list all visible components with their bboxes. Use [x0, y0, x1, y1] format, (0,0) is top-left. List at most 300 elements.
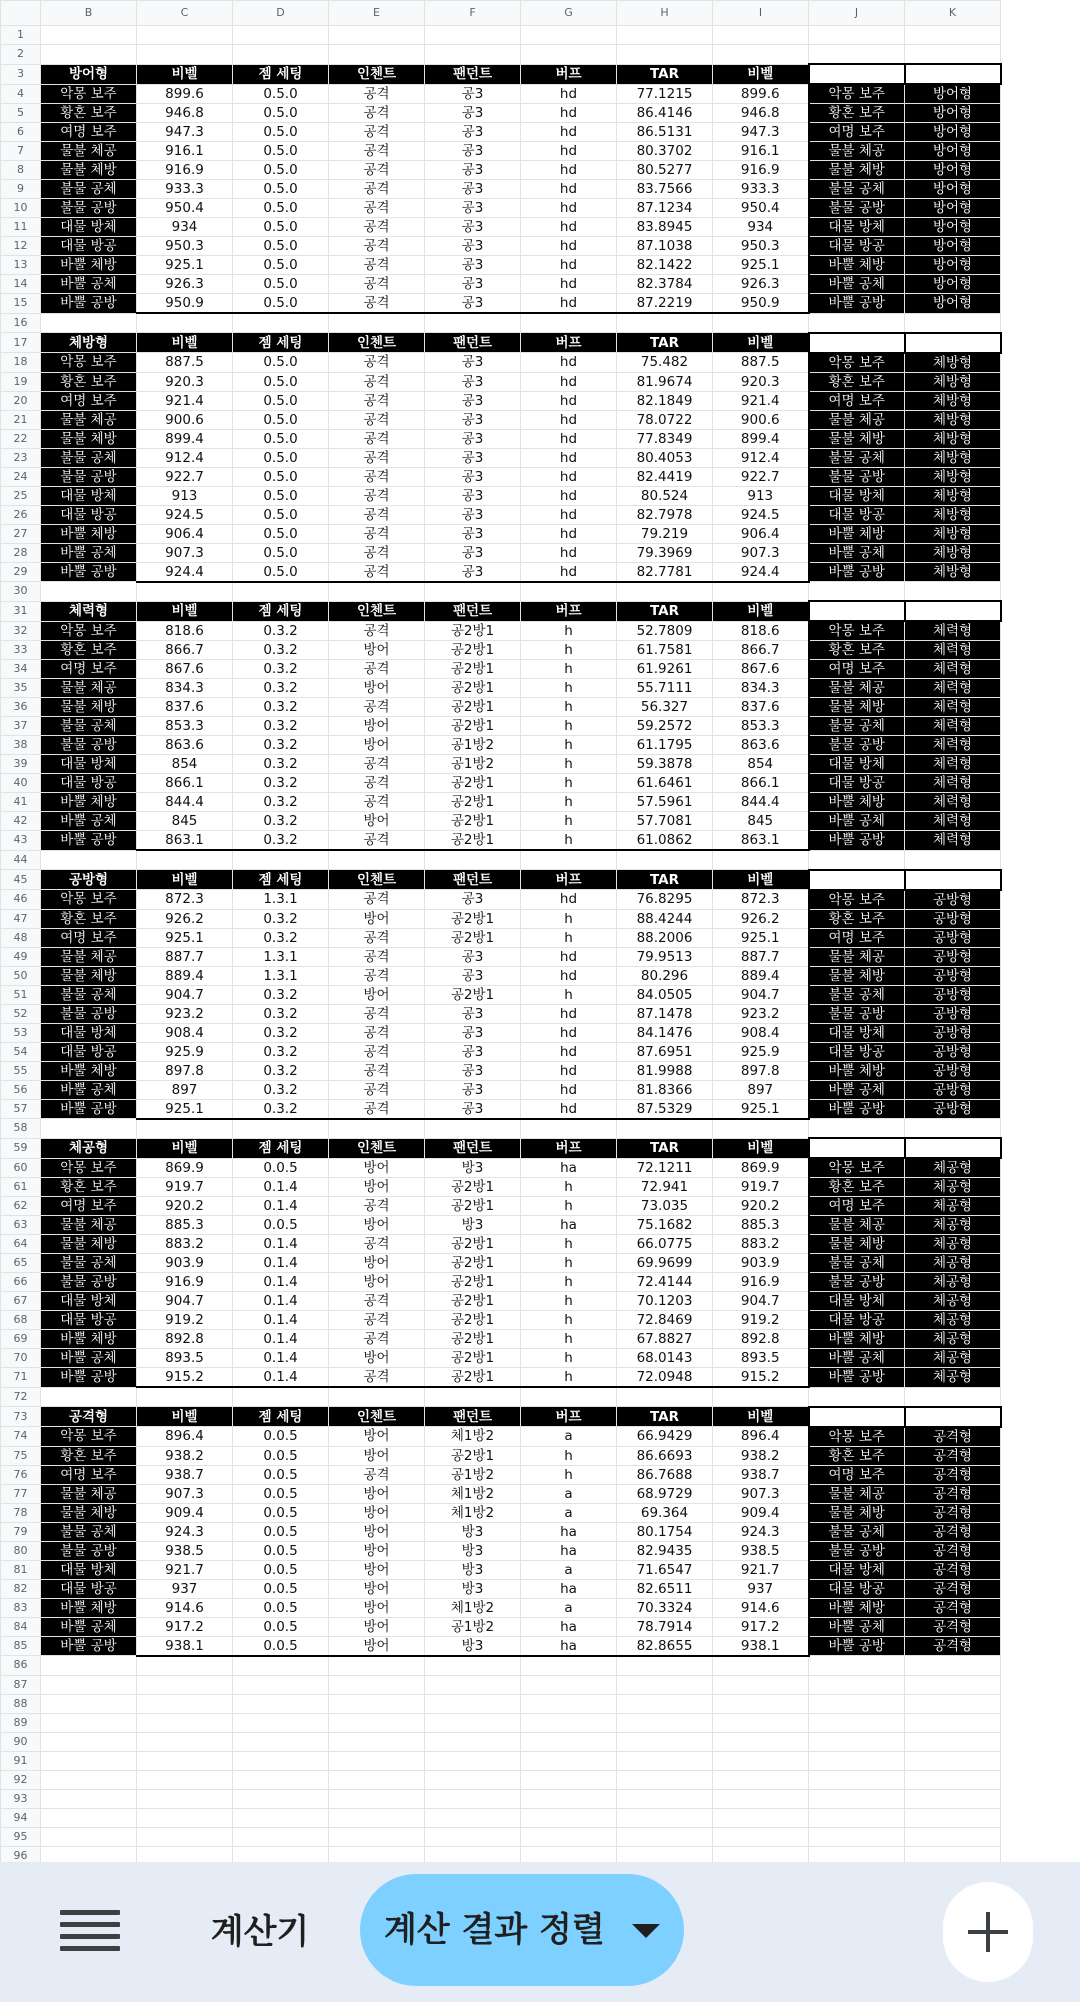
- block-type-header[interactable]: 체방형: [41, 333, 137, 353]
- sorted-type-cell[interactable]: 체력형: [905, 660, 1001, 679]
- value-cell[interactable]: 889.4: [137, 966, 233, 985]
- value-cell[interactable]: 체1방2: [425, 1503, 521, 1522]
- empty-cell[interactable]: [905, 26, 1001, 45]
- value-cell[interactable]: 0.0.5: [233, 1541, 329, 1560]
- value-cell[interactable]: 공3: [425, 1080, 521, 1099]
- value-cell[interactable]: h: [521, 1465, 617, 1484]
- sorted-name-cell[interactable]: 바뿔 체방: [809, 1330, 905, 1349]
- sorted-name-cell[interactable]: 물불 체공: [809, 142, 905, 161]
- value-cell[interactable]: 0.0.5: [233, 1427, 329, 1447]
- empty-cell[interactable]: [137, 1789, 233, 1808]
- value-cell[interactable]: 0.5.0: [233, 142, 329, 161]
- value-cell[interactable]: 926.2: [713, 909, 809, 928]
- value-cell[interactable]: 866.1: [713, 774, 809, 793]
- value-cell[interactable]: 863.6: [713, 736, 809, 755]
- value-cell[interactable]: a: [521, 1427, 617, 1447]
- sorted-name-cell[interactable]: 악몽 보주: [809, 1158, 905, 1178]
- value-cell[interactable]: hd: [521, 1004, 617, 1023]
- value-cell[interactable]: 924.5: [713, 505, 809, 524]
- build-name-cell[interactable]: 물불 체방: [41, 1503, 137, 1522]
- value-cell[interactable]: 904.7: [137, 1292, 233, 1311]
- value-cell[interactable]: 0.3.2: [233, 909, 329, 928]
- value-cell[interactable]: 950.9: [137, 294, 233, 314]
- empty-cell[interactable]: [521, 1789, 617, 1808]
- value-cell[interactable]: h: [521, 1197, 617, 1216]
- value-cell[interactable]: a: [521, 1484, 617, 1503]
- value-cell[interactable]: 0.1.4: [233, 1311, 329, 1330]
- empty-cell[interactable]: [233, 26, 329, 45]
- row-header[interactable]: 35: [1, 679, 41, 698]
- value-cell[interactable]: 0.3.2: [233, 641, 329, 660]
- sorted-name-cell[interactable]: 악몽 보주: [809, 621, 905, 641]
- row-header[interactable]: 61: [1, 1178, 41, 1197]
- empty-cell[interactable]: [521, 1751, 617, 1770]
- value-cell[interactable]: 공3: [425, 467, 521, 486]
- value-cell[interactable]: h: [521, 660, 617, 679]
- sorted-name-cell[interactable]: 대물 방공: [809, 505, 905, 524]
- value-cell[interactable]: 0.3.2: [233, 660, 329, 679]
- value-cell[interactable]: h: [521, 831, 617, 851]
- row-header[interactable]: 24: [1, 467, 41, 486]
- sorted-type-cell[interactable]: 체공형: [905, 1178, 1001, 1197]
- value-cell[interactable]: 88.4244: [617, 909, 713, 928]
- row-header[interactable]: 19: [1, 372, 41, 391]
- value-cell[interactable]: 903.9: [137, 1254, 233, 1273]
- column-label-cell[interactable]: 젬 세팅: [233, 601, 329, 621]
- value-cell[interactable]: 906.4: [713, 524, 809, 543]
- value-cell[interactable]: 83.8945: [617, 218, 713, 237]
- row-header[interactable]: 33: [1, 641, 41, 660]
- value-cell[interactable]: ha: [521, 1579, 617, 1598]
- column-label-cell[interactable]: 버프: [521, 1138, 617, 1158]
- value-cell[interactable]: 방어: [329, 1427, 425, 1447]
- row-header[interactable]: 70: [1, 1349, 41, 1368]
- row-header[interactable]: 12: [1, 237, 41, 256]
- row-header[interactable]: 78: [1, 1503, 41, 1522]
- value-cell[interactable]: 946.8: [137, 104, 233, 123]
- row-header[interactable]: 25: [1, 486, 41, 505]
- row-header[interactable]: 28: [1, 543, 41, 562]
- empty-cell[interactable]: [233, 850, 329, 870]
- value-cell[interactable]: 818.6: [713, 621, 809, 641]
- value-cell[interactable]: 57.5961: [617, 793, 713, 812]
- value-cell[interactable]: 907.3: [713, 543, 809, 562]
- column-label-cell[interactable]: 비벨: [713, 1138, 809, 1158]
- value-cell[interactable]: h: [521, 717, 617, 736]
- value-cell[interactable]: 방어: [329, 909, 425, 928]
- sorted-name-cell[interactable]: 불물 공방: [809, 736, 905, 755]
- empty-cell[interactable]: [233, 1732, 329, 1751]
- empty-cell[interactable]: [905, 1656, 1001, 1676]
- value-cell[interactable]: 공3: [425, 372, 521, 391]
- value-cell[interactable]: 899.6: [137, 84, 233, 104]
- value-cell[interactable]: 공3: [425, 1099, 521, 1119]
- value-cell[interactable]: 방3: [425, 1579, 521, 1598]
- build-name-cell[interactable]: 대물 방공: [41, 1579, 137, 1598]
- value-cell[interactable]: 0.3.2: [233, 1023, 329, 1042]
- value-cell[interactable]: 방어: [329, 1579, 425, 1598]
- value-cell[interactable]: 920.3: [713, 372, 809, 391]
- value-cell[interactable]: hd: [521, 890, 617, 910]
- sorted-name-cell[interactable]: 바뿔 체방: [809, 1061, 905, 1080]
- row-header[interactable]: 29: [1, 562, 41, 582]
- value-cell[interactable]: 공2방1: [425, 985, 521, 1004]
- value-cell[interactable]: 87.1478: [617, 1004, 713, 1023]
- sorted-type-cell[interactable]: 체공형: [905, 1216, 1001, 1235]
- value-cell[interactable]: 공격: [329, 774, 425, 793]
- value-cell[interactable]: 0.5.0: [233, 294, 329, 314]
- empty-cell[interactable]: [233, 1827, 329, 1846]
- empty-cell[interactable]: [521, 1119, 617, 1139]
- empty-cell[interactable]: [809, 582, 905, 602]
- value-cell[interactable]: 0.3.2: [233, 1061, 329, 1080]
- sorted-type-cell[interactable]: 체공형: [905, 1273, 1001, 1292]
- value-cell[interactable]: h: [521, 909, 617, 928]
- sorted-type-cell[interactable]: 방어형: [905, 256, 1001, 275]
- value-cell[interactable]: 0.5.0: [233, 467, 329, 486]
- value-cell[interactable]: 919.7: [713, 1178, 809, 1197]
- build-name-cell[interactable]: 물불 체방: [41, 698, 137, 717]
- empty-cell[interactable]: [329, 1694, 425, 1713]
- sorted-type-cell[interactable]: 방어형: [905, 237, 1001, 256]
- build-name-cell[interactable]: 여명 보주: [41, 391, 137, 410]
- value-cell[interactable]: 925.1: [137, 1099, 233, 1119]
- sorted-type-cell[interactable]: 공격형: [905, 1560, 1001, 1579]
- build-name-cell[interactable]: 대물 방공: [41, 505, 137, 524]
- value-cell[interactable]: 77.1215: [617, 84, 713, 104]
- value-cell[interactable]: 방어: [329, 1617, 425, 1636]
- value-cell[interactable]: 83.7566: [617, 180, 713, 199]
- empty-cell[interactable]: [41, 313, 137, 333]
- empty-cell[interactable]: [713, 1713, 809, 1732]
- value-cell[interactable]: hd: [521, 104, 617, 123]
- value-cell[interactable]: 공2방1: [425, 928, 521, 947]
- value-cell[interactable]: 공격: [329, 410, 425, 429]
- value-cell[interactable]: 921.7: [713, 1560, 809, 1579]
- value-cell[interactable]: 공격: [329, 84, 425, 104]
- sorted-name-cell[interactable]: 여명 보주: [809, 123, 905, 142]
- sorted-name-cell[interactable]: 물불 체방: [809, 698, 905, 717]
- value-cell[interactable]: 937: [137, 1579, 233, 1598]
- column-label-cell[interactable]: 젬 세팅: [233, 1138, 329, 1158]
- value-cell[interactable]: 925.9: [137, 1042, 233, 1061]
- value-cell[interactable]: 926.3: [713, 275, 809, 294]
- value-cell[interactable]: 889.4: [713, 966, 809, 985]
- value-cell[interactable]: 818.6: [137, 621, 233, 641]
- value-cell[interactable]: 923.2: [137, 1004, 233, 1023]
- value-cell[interactable]: 80.5277: [617, 161, 713, 180]
- value-cell[interactable]: 공3: [425, 562, 521, 582]
- value-cell[interactable]: 0.5.0: [233, 199, 329, 218]
- empty-cell[interactable]: [41, 1713, 137, 1732]
- value-cell[interactable]: 방어: [329, 1158, 425, 1178]
- value-cell[interactable]: 947.3: [137, 123, 233, 142]
- value-cell[interactable]: 체1방2: [425, 1427, 521, 1447]
- build-name-cell[interactable]: 물불 체방: [41, 429, 137, 448]
- value-cell[interactable]: 0.1.4: [233, 1273, 329, 1292]
- value-cell[interactable]: 0.0.5: [233, 1617, 329, 1636]
- column-header[interactable]: K: [905, 1, 1001, 26]
- row-header[interactable]: 92: [1, 1770, 41, 1789]
- empty-cell[interactable]: [809, 1846, 905, 1862]
- empty-cell[interactable]: [137, 1675, 233, 1694]
- sorted-type-cell[interactable]: 체방형: [905, 391, 1001, 410]
- build-name-cell[interactable]: 악몽 보주: [41, 890, 137, 910]
- column-label-cell[interactable]: 비벨: [713, 333, 809, 353]
- column-label-cell[interactable]: 팬던트: [425, 601, 521, 621]
- value-cell[interactable]: 75.1682: [617, 1216, 713, 1235]
- column-label-cell[interactable]: TAR: [617, 870, 713, 890]
- sorted-name-cell[interactable]: 대물 방체: [809, 755, 905, 774]
- sorted-type-cell[interactable]: 공방형: [905, 1099, 1001, 1119]
- row-header[interactable]: 39: [1, 755, 41, 774]
- value-cell[interactable]: 938.1: [137, 1636, 233, 1656]
- value-cell[interactable]: 공격: [329, 928, 425, 947]
- empty-cell[interactable]: [41, 45, 137, 65]
- value-cell[interactable]: 공2방1: [425, 793, 521, 812]
- empty-cell[interactable]: [137, 26, 233, 45]
- value-cell[interactable]: 912.4: [137, 448, 233, 467]
- column-label-cell[interactable]: TAR: [617, 1138, 713, 1158]
- empty-cell[interactable]: [521, 313, 617, 333]
- value-cell[interactable]: 863.6: [137, 736, 233, 755]
- column-label-cell[interactable]: 젬 세팅: [233, 1407, 329, 1427]
- row-header[interactable]: 9: [1, 180, 41, 199]
- blank-header-cell[interactable]: [809, 333, 905, 353]
- empty-cell[interactable]: [809, 1770, 905, 1789]
- empty-cell[interactable]: [233, 1675, 329, 1694]
- value-cell[interactable]: 893.5: [137, 1349, 233, 1368]
- value-cell[interactable]: 924.3: [137, 1522, 233, 1541]
- value-cell[interactable]: 897: [137, 1080, 233, 1099]
- value-cell[interactable]: 925.1: [713, 256, 809, 275]
- value-cell[interactable]: h: [521, 1349, 617, 1368]
- empty-cell[interactable]: [713, 1770, 809, 1789]
- build-name-cell[interactable]: 바뿔 공방: [41, 562, 137, 582]
- empty-cell[interactable]: [713, 26, 809, 45]
- sorted-name-cell[interactable]: 불물 공체: [809, 180, 905, 199]
- empty-cell[interactable]: [137, 1656, 233, 1676]
- sorted-name-cell[interactable]: 황혼 보주: [809, 641, 905, 660]
- empty-cell[interactable]: [521, 1770, 617, 1789]
- value-cell[interactable]: 899.4: [713, 429, 809, 448]
- empty-cell[interactable]: [137, 1694, 233, 1713]
- empty-cell[interactable]: [713, 1694, 809, 1713]
- value-cell[interactable]: 0.1.4: [233, 1368, 329, 1388]
- sorted-name-cell[interactable]: 불물 공방: [809, 467, 905, 486]
- build-name-cell[interactable]: 황혼 보주: [41, 372, 137, 391]
- row-header[interactable]: 31: [1, 601, 41, 621]
- value-cell[interactable]: 907.3: [713, 1484, 809, 1503]
- value-cell[interactable]: 0.5.0: [233, 84, 329, 104]
- value-cell[interactable]: h: [521, 985, 617, 1004]
- sorted-name-cell[interactable]: 여명 보주: [809, 928, 905, 947]
- value-cell[interactable]: 900.6: [137, 410, 233, 429]
- build-name-cell[interactable]: 대물 방체: [41, 1292, 137, 1311]
- value-cell[interactable]: 방어: [329, 1503, 425, 1522]
- column-header[interactable]: B: [41, 1, 137, 26]
- value-cell[interactable]: 방3: [425, 1522, 521, 1541]
- empty-cell[interactable]: [617, 1789, 713, 1808]
- empty-cell[interactable]: [137, 582, 233, 602]
- value-cell[interactable]: 82.4419: [617, 467, 713, 486]
- sorted-name-cell[interactable]: 불물 공체: [809, 717, 905, 736]
- empty-cell[interactable]: [713, 1789, 809, 1808]
- value-cell[interactable]: 80.4053: [617, 448, 713, 467]
- empty-cell[interactable]: [329, 313, 425, 333]
- sorted-type-cell[interactable]: 체방형: [905, 429, 1001, 448]
- build-name-cell[interactable]: 여명 보주: [41, 123, 137, 142]
- column-label-cell[interactable]: 인첸트: [329, 333, 425, 353]
- value-cell[interactable]: 887.7: [713, 947, 809, 966]
- block-type-header[interactable]: 체공형: [41, 1138, 137, 1158]
- sorted-name-cell[interactable]: 불물 공체: [809, 1522, 905, 1541]
- value-cell[interactable]: h: [521, 1330, 617, 1349]
- empty-cell[interactable]: [521, 1846, 617, 1862]
- row-header[interactable]: 52: [1, 1004, 41, 1023]
- empty-cell[interactable]: [425, 1770, 521, 1789]
- row-header[interactable]: 40: [1, 774, 41, 793]
- value-cell[interactable]: 공격: [329, 947, 425, 966]
- empty-cell[interactable]: [809, 45, 905, 65]
- value-cell[interactable]: 867.6: [137, 660, 233, 679]
- blank-header-cell[interactable]: [905, 64, 1001, 84]
- build-name-cell[interactable]: 바뿔 공방: [41, 294, 137, 314]
- column-label-cell[interactable]: 버프: [521, 870, 617, 890]
- build-name-cell[interactable]: 바뿔 공방: [41, 831, 137, 851]
- value-cell[interactable]: 공격: [329, 429, 425, 448]
- empty-cell[interactable]: [617, 1387, 713, 1407]
- value-cell[interactable]: 900.6: [713, 410, 809, 429]
- value-cell[interactable]: 공격: [329, 353, 425, 373]
- row-header[interactable]: 45: [1, 870, 41, 890]
- value-cell[interactable]: hd: [521, 353, 617, 373]
- value-cell[interactable]: 0.3.2: [233, 679, 329, 698]
- empty-cell[interactable]: [233, 45, 329, 65]
- empty-cell[interactable]: [233, 313, 329, 333]
- sorted-type-cell[interactable]: 공방형: [905, 1042, 1001, 1061]
- empty-cell[interactable]: [425, 1827, 521, 1846]
- value-cell[interactable]: 853.3: [713, 717, 809, 736]
- sorted-name-cell[interactable]: 황혼 보주: [809, 1446, 905, 1465]
- value-cell[interactable]: 938.2: [137, 1446, 233, 1465]
- row-header[interactable]: 6: [1, 123, 41, 142]
- value-cell[interactable]: h: [521, 1311, 617, 1330]
- row-header[interactable]: 22: [1, 429, 41, 448]
- value-cell[interactable]: hd: [521, 256, 617, 275]
- empty-cell[interactable]: [617, 313, 713, 333]
- row-header[interactable]: 87: [1, 1675, 41, 1694]
- row-header[interactable]: 38: [1, 736, 41, 755]
- blank-header-cell[interactable]: [905, 1407, 1001, 1427]
- empty-cell[interactable]: [137, 313, 233, 333]
- value-cell[interactable]: 61.6461: [617, 774, 713, 793]
- value-cell[interactable]: 공2방1: [425, 774, 521, 793]
- value-cell[interactable]: 공격: [329, 793, 425, 812]
- value-cell[interactable]: 0.0.5: [233, 1484, 329, 1503]
- build-name-cell[interactable]: 바뿔 체방: [41, 256, 137, 275]
- sorted-type-cell[interactable]: 체방형: [905, 372, 1001, 391]
- sorted-name-cell[interactable]: 불물 공체: [809, 985, 905, 1004]
- value-cell[interactable]: 934: [137, 218, 233, 237]
- sorted-name-cell[interactable]: 대물 방공: [809, 1311, 905, 1330]
- empty-cell[interactable]: [905, 1770, 1001, 1789]
- column-label-cell[interactable]: 인첸트: [329, 1138, 425, 1158]
- build-name-cell[interactable]: 바뿔 공체: [41, 1617, 137, 1636]
- value-cell[interactable]: 70.1203: [617, 1292, 713, 1311]
- value-cell[interactable]: 공3: [425, 275, 521, 294]
- value-cell[interactable]: 공격: [329, 180, 425, 199]
- blank-header-cell[interactable]: [905, 870, 1001, 890]
- value-cell[interactable]: h: [521, 928, 617, 947]
- row-header[interactable]: 62: [1, 1197, 41, 1216]
- empty-cell[interactable]: [233, 1751, 329, 1770]
- value-cell[interactable]: 방어: [329, 717, 425, 736]
- value-cell[interactable]: 908.4: [713, 1023, 809, 1042]
- value-cell[interactable]: 공2방1: [425, 641, 521, 660]
- value-cell[interactable]: 공격: [329, 104, 425, 123]
- sorted-name-cell[interactable]: 대물 방체: [809, 1023, 905, 1042]
- build-name-cell[interactable]: 물불 체방: [41, 161, 137, 180]
- empty-cell[interactable]: [713, 850, 809, 870]
- row-header[interactable]: 34: [1, 660, 41, 679]
- empty-cell[interactable]: [329, 1675, 425, 1694]
- empty-cell[interactable]: [329, 1119, 425, 1139]
- value-cell[interactable]: 방어: [329, 1560, 425, 1579]
- empty-cell[interactable]: [905, 1694, 1001, 1713]
- value-cell[interactable]: hd: [521, 1023, 617, 1042]
- empty-cell[interactable]: [617, 1846, 713, 1862]
- value-cell[interactable]: hd: [521, 294, 617, 314]
- value-cell[interactable]: 공1방2: [425, 1465, 521, 1484]
- sorted-name-cell[interactable]: 바뿔 공체: [809, 812, 905, 831]
- sorted-type-cell[interactable]: 공방형: [905, 966, 1001, 985]
- empty-cell[interactable]: [233, 1119, 329, 1139]
- value-cell[interactable]: 0.3.2: [233, 1080, 329, 1099]
- value-cell[interactable]: 공격: [329, 372, 425, 391]
- sorted-name-cell[interactable]: 물불 체공: [809, 1216, 905, 1235]
- sorted-name-cell[interactable]: 물불 체방: [809, 1235, 905, 1254]
- value-cell[interactable]: hd: [521, 410, 617, 429]
- build-name-cell[interactable]: 바뿔 체방: [41, 1330, 137, 1349]
- value-cell[interactable]: 0.5.0: [233, 372, 329, 391]
- value-cell[interactable]: 863.1: [137, 831, 233, 851]
- row-header[interactable]: 2: [1, 45, 41, 65]
- empty-cell[interactable]: [41, 1387, 137, 1407]
- sorted-type-cell[interactable]: 공방형: [905, 1023, 1001, 1042]
- sorted-type-cell[interactable]: 체방형: [905, 448, 1001, 467]
- column-label-cell[interactable]: 팬던트: [425, 1407, 521, 1427]
- empty-cell[interactable]: [713, 1119, 809, 1139]
- value-cell[interactable]: 0.1.4: [233, 1292, 329, 1311]
- value-cell[interactable]: 88.2006: [617, 928, 713, 947]
- column-label-cell[interactable]: 버프: [521, 1407, 617, 1427]
- row-header[interactable]: 76: [1, 1465, 41, 1484]
- value-cell[interactable]: 916.9: [713, 161, 809, 180]
- value-cell[interactable]: 897.8: [713, 1061, 809, 1080]
- value-cell[interactable]: 950.9: [713, 294, 809, 314]
- value-cell[interactable]: 87.6951: [617, 1042, 713, 1061]
- value-cell[interactable]: 공3: [425, 947, 521, 966]
- sorted-type-cell[interactable]: 공방형: [905, 1061, 1001, 1080]
- value-cell[interactable]: 공2방1: [425, 717, 521, 736]
- value-cell[interactable]: hd: [521, 524, 617, 543]
- row-header[interactable]: 64: [1, 1235, 41, 1254]
- build-name-cell[interactable]: 악몽 보주: [41, 621, 137, 641]
- value-cell[interactable]: 950.3: [137, 237, 233, 256]
- value-cell[interactable]: 914.6: [137, 1598, 233, 1617]
- build-name-cell[interactable]: 물불 체방: [41, 1235, 137, 1254]
